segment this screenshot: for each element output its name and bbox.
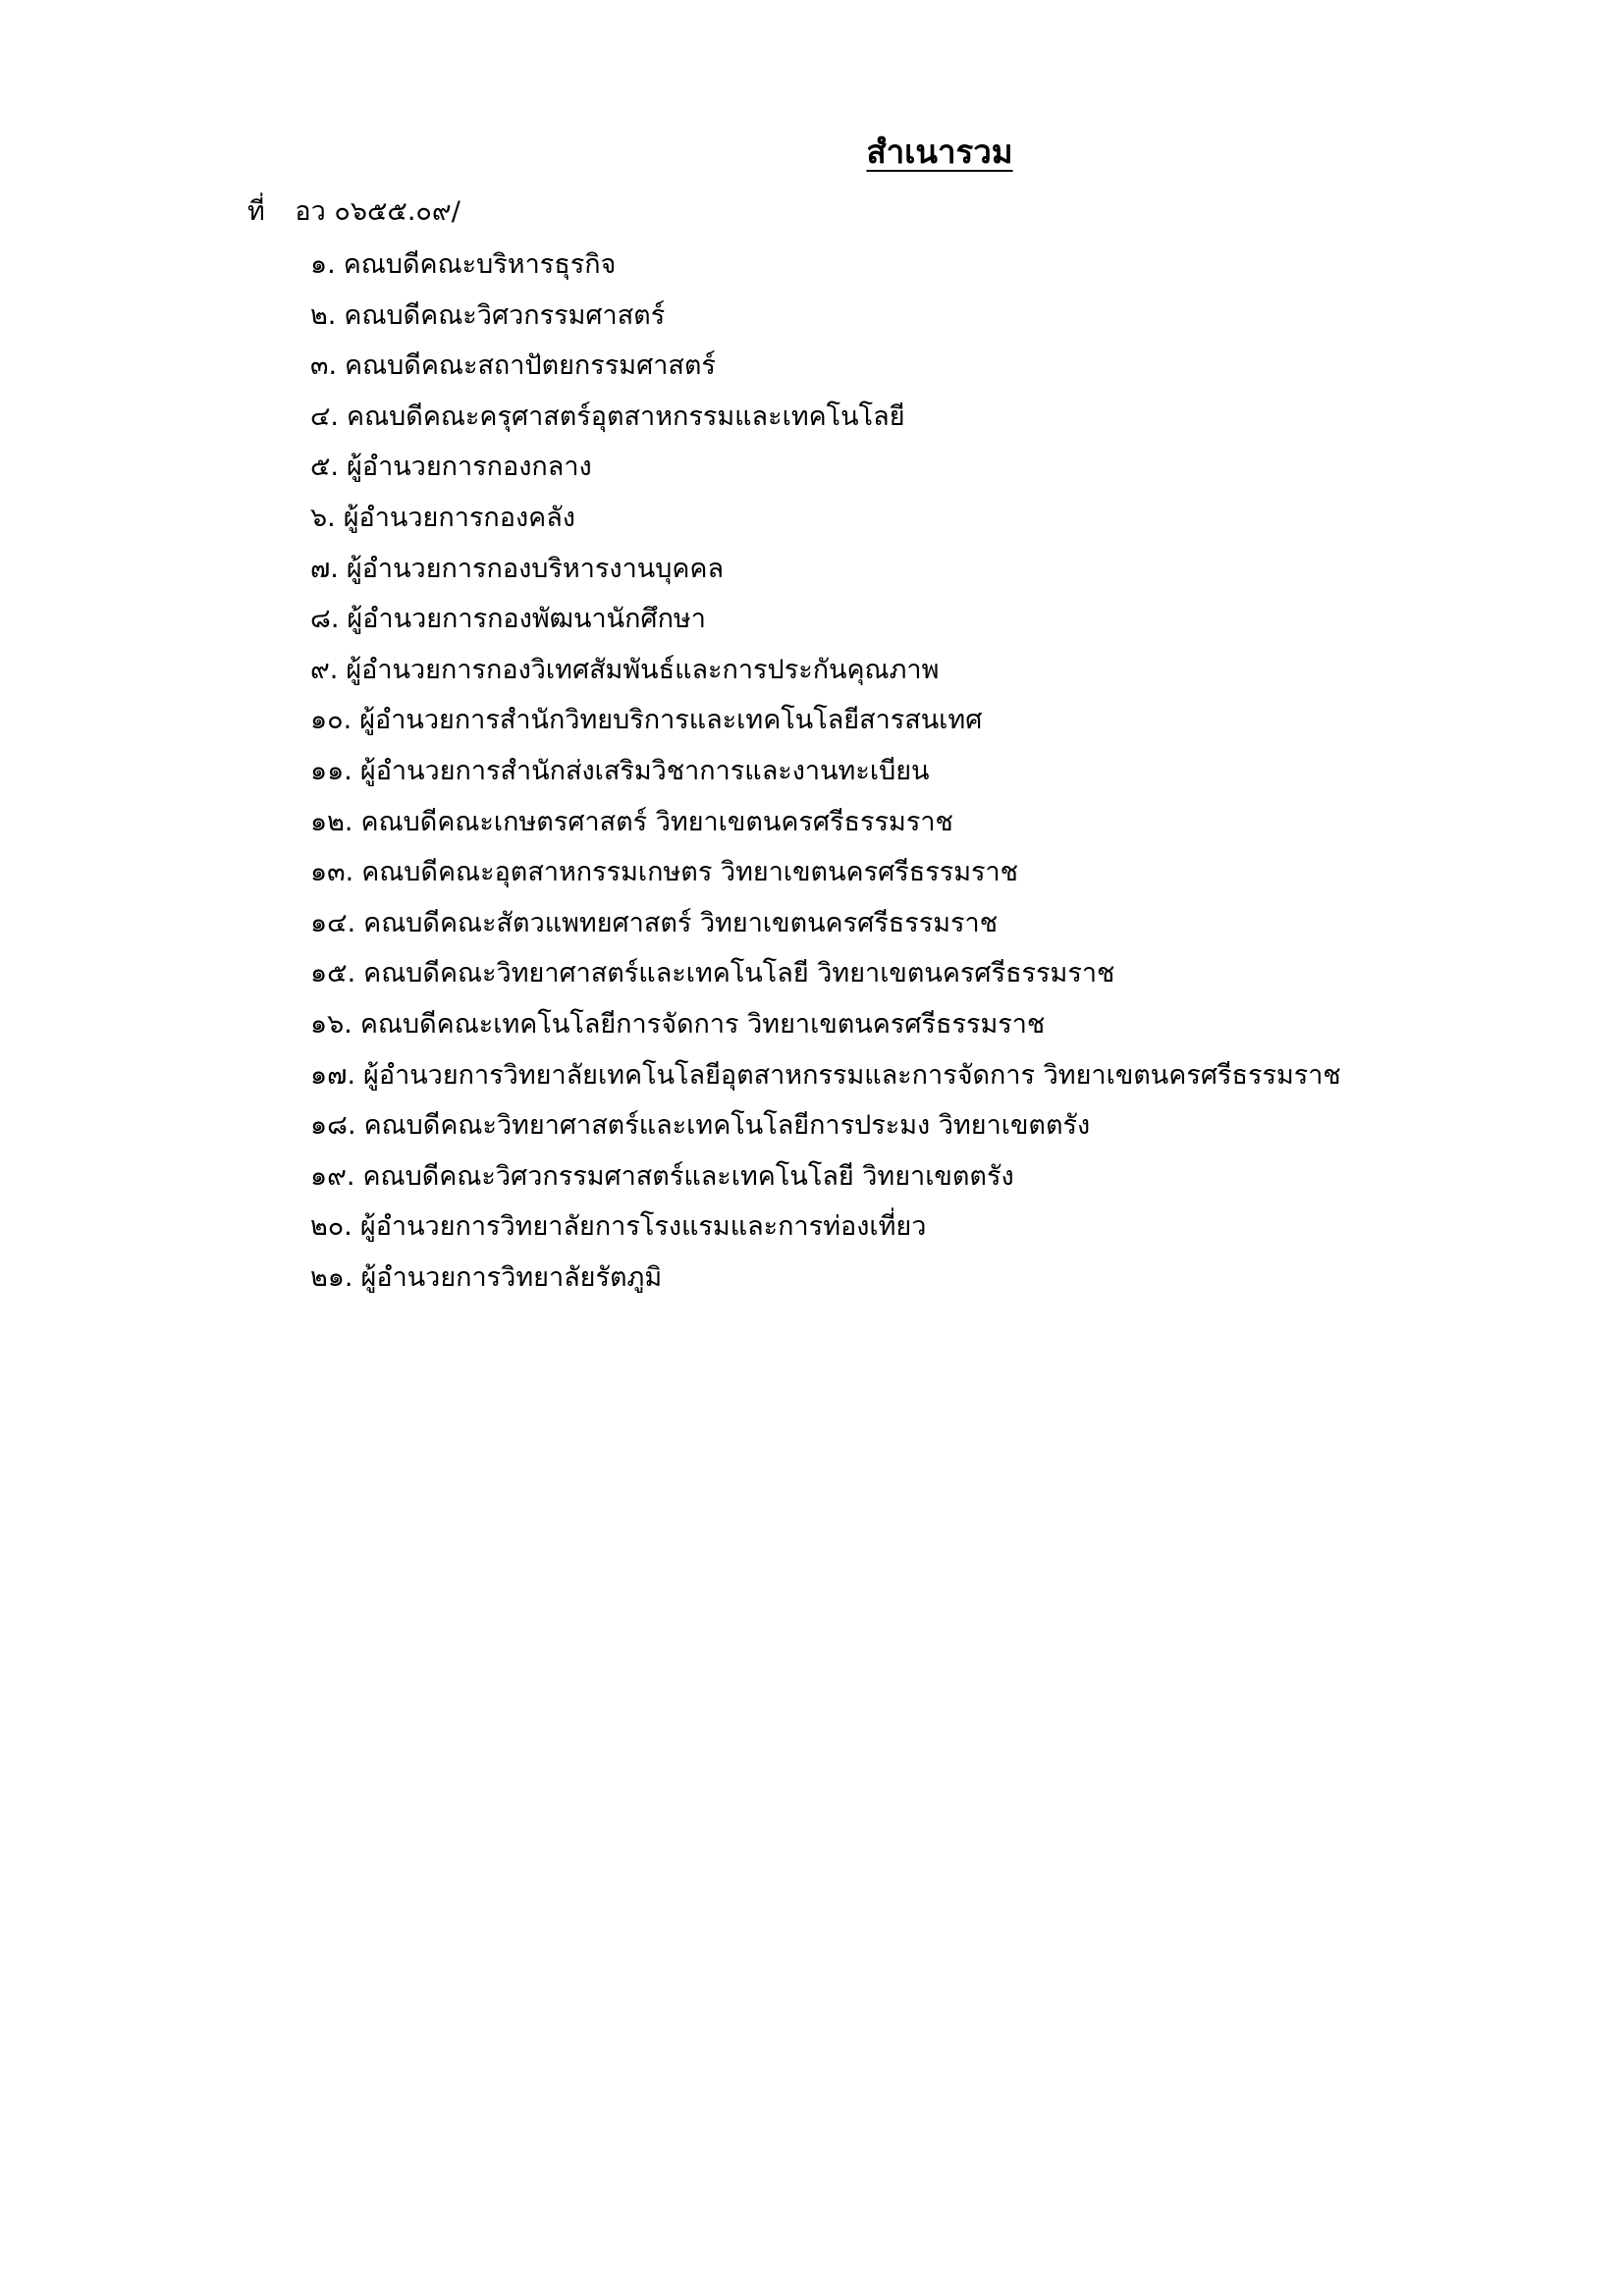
recipient-item bbox=[310, 442, 1341, 493]
recipient-item bbox=[310, 797, 1341, 848]
recipient-text: ผู้อำนวยการวิทยาลัยรัตภูมิ bbox=[360, 1261, 663, 1293]
recipient-number: ๑๙. bbox=[310, 1160, 355, 1192]
recipient-number: ๔. bbox=[310, 400, 340, 432]
recipient-item bbox=[310, 847, 1341, 898]
recipient-item bbox=[310, 1100, 1341, 1151]
recipient-item bbox=[310, 898, 1341, 949]
reference-label: ที่ bbox=[247, 196, 265, 227]
recipient-text: คณบดีคณะบริหารธุรกิจ bbox=[343, 249, 617, 280]
recipient-text: คณบดีคณะวิทยาศาสตร์และเทคโนโลยีการประมง วิทยาเขตตรัง bbox=[363, 1110, 1091, 1142]
recipient-text: คณบดีคณะเทคโนโลยีการจัดการ วิทยาเขตนครศรีธรรมราช bbox=[359, 1008, 1046, 1040]
recipient-number: ๑๖. bbox=[310, 1008, 352, 1040]
recipient-item bbox=[310, 291, 1341, 342]
recipient-number: ๑๕. bbox=[310, 958, 356, 989]
recipient-item bbox=[310, 240, 1341, 291]
recipient-text: ผู้อำนวยการกองบริหารงานบุคคล bbox=[346, 553, 724, 584]
recipient-number: ๒๐. bbox=[310, 1211, 352, 1243]
document-title: สำเนารวม bbox=[866, 133, 1013, 171]
recipient-text: คณบดีคณะเกษตรศาสตร์ วิทยาเขตนครศรีธรรมราช bbox=[360, 806, 953, 837]
recipient-number: ๕. bbox=[310, 452, 340, 483]
recipient-item bbox=[310, 544, 1341, 595]
recipient-number: ๘. bbox=[310, 604, 340, 635]
recipient-text: คณบดีคณะสัตวแพทยศาสตร์ วิทยาเขตนครศรีธรรมราช bbox=[363, 907, 999, 938]
recipient-text: ผู้อำนวยการสำนักวิทยบริการและเทคโนโลยีสารสนเทศ bbox=[359, 705, 983, 736]
recipient-number: ๑๒. bbox=[310, 806, 353, 837]
recipient-number: ๑๘. bbox=[310, 1110, 356, 1142]
recipient-item bbox=[310, 1253, 1341, 1304]
recipient-list bbox=[310, 240, 1341, 1303]
recipient-item bbox=[310, 341, 1341, 392]
recipient-text: ผู้อำนวยการสำนักส่งเสริมวิชาการและงานทะเบียน bbox=[359, 755, 930, 786]
recipient-text: ผู้อำนวยการกองคลัง bbox=[343, 502, 575, 533]
recipient-number: ๑๑. bbox=[310, 755, 352, 786]
recipient-item bbox=[310, 999, 1341, 1050]
recipient-item bbox=[310, 1151, 1341, 1202]
recipient-text: ผู้อำนวยการกองกลาง bbox=[347, 452, 592, 483]
recipient-text: ผู้อำนวยการวิทยาลัยการโรงแรมและการท่องเที่ยว bbox=[359, 1211, 927, 1243]
recipient-text: คณบดีคณะวิศวกรรมศาสตร์ bbox=[344, 299, 666, 331]
recipient-number: ๒๑. bbox=[310, 1261, 353, 1293]
recipient-item bbox=[310, 948, 1341, 999]
recipient-number: ๙. bbox=[310, 654, 339, 685]
recipient-item bbox=[310, 1201, 1341, 1253]
recipient-number: ๑๗. bbox=[310, 1059, 356, 1091]
recipient-number: ๑๔. bbox=[310, 907, 356, 938]
recipient-text: คณบดีคณะวิทยาศาสตร์และเทคโนโลยี วิทยาเขตนครศรีธรรมราช bbox=[363, 958, 1115, 989]
recipient-text: คณบดีคณะครุศาสตร์อุตสาหกรรมและเทคโนโลยี bbox=[347, 400, 905, 432]
recipient-text: คณบดีคณะสถาปัตยกรรมศาสตร์ bbox=[345, 350, 716, 382]
recipient-item bbox=[310, 493, 1341, 544]
recipient-number: ๑๐. bbox=[310, 705, 352, 736]
recipient-item bbox=[310, 695, 1341, 746]
recipient-number: ๑๓. bbox=[310, 857, 354, 888]
recipient-number: ๓. bbox=[310, 350, 338, 382]
recipient-item bbox=[310, 645, 1341, 696]
recipient-text: คณบดีคณะวิศวกรรมศาสตร์และเทคโนโลยี วิทยาเขตตรัง bbox=[362, 1160, 1014, 1192]
recipient-item bbox=[310, 392, 1341, 443]
reference-line bbox=[247, 189, 460, 232]
recipient-text: ผู้อำนวยการกองวิเทศสัมพันธ์และการประกันคุณภาพ bbox=[346, 654, 940, 685]
recipient-number: ๖. bbox=[310, 502, 336, 533]
recipient-item bbox=[310, 746, 1341, 797]
reference-number: อว ๐๖๕๕.๐๙/ bbox=[295, 196, 460, 227]
recipient-text: คณบดีคณะอุตสาหกรรมเกษตร วิทยาเขตนครศรีธรรมราช bbox=[361, 857, 1019, 888]
recipient-text: ผู้อำนวยการวิทยาลัยเทคโนโลยีอุตสาหกรรมและการจัดการ วิทยาเขตนครศรีธรรมราช bbox=[363, 1059, 1341, 1091]
recipient-item bbox=[310, 594, 1341, 645]
recipient-text: ผู้อำนวยการกองพัฒนานักศึกษา bbox=[347, 604, 706, 635]
recipient-number: ๒. bbox=[310, 299, 337, 331]
recipient-number: ๑. bbox=[310, 249, 336, 280]
recipient-item bbox=[310, 1050, 1341, 1101]
recipient-number: ๗. bbox=[310, 553, 339, 584]
